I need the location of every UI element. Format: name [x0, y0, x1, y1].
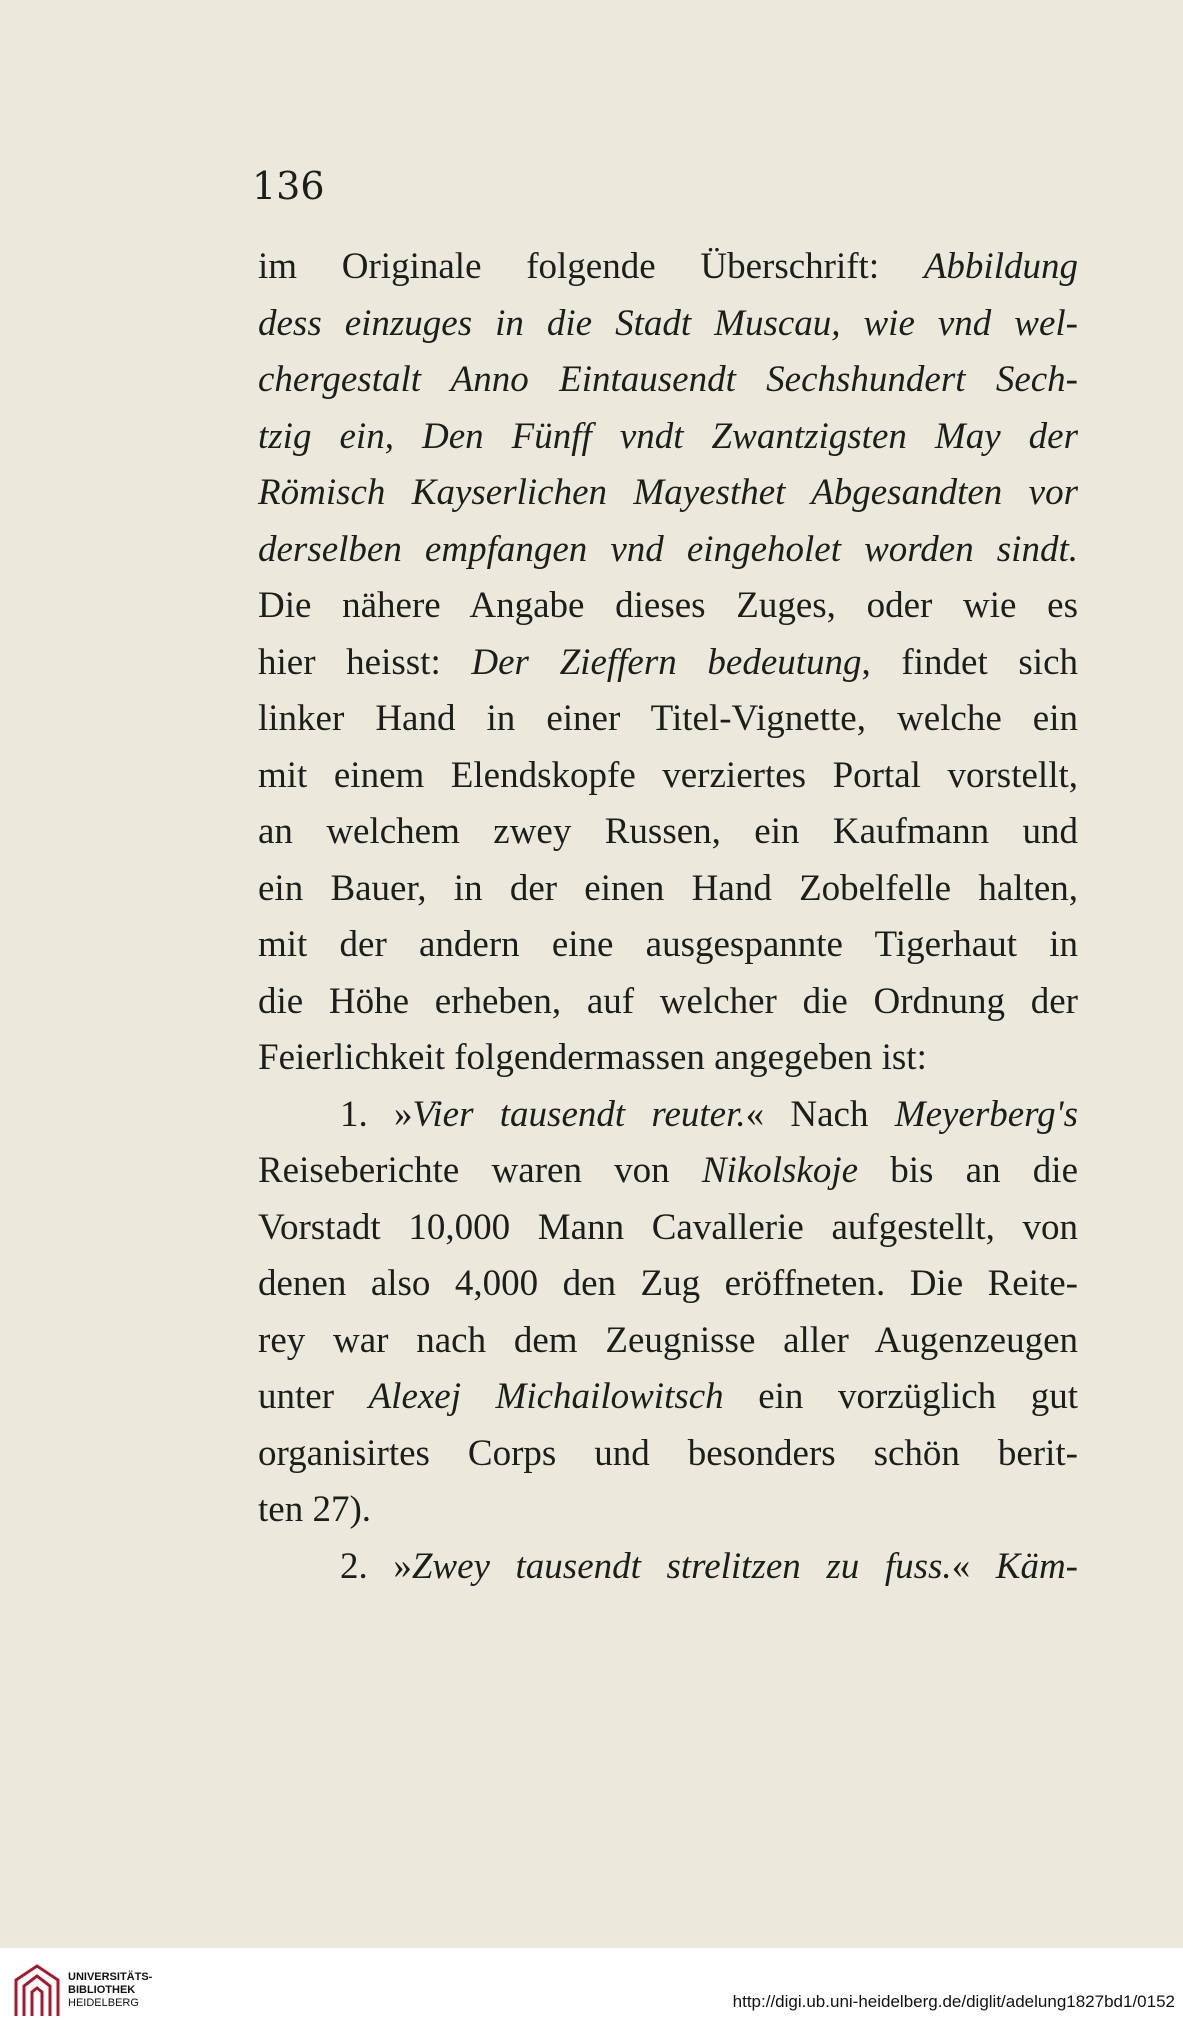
italic-text-run: dess einzuges in die Stadt Muscau, wie vnd wel- [258, 302, 1078, 344]
text-line [258, 634, 1078, 692]
text-run: Vorstadt 10,000 Mann Cavallerie aufgestellt, von [258, 1206, 1078, 1248]
text-line [258, 1425, 1078, 1483]
text-line [258, 1481, 371, 1539]
text-run: , findet sich [861, 641, 1078, 683]
text-line [258, 295, 1078, 353]
text-line [258, 1255, 1078, 1313]
text-run: mit einem Elendskopfe verziertes Portal vorstellt, [258, 754, 1078, 796]
text-run: bis an die [858, 1150, 1078, 1191]
text-run: rey war nach dem Zeugnisse aller Augenzeugen [258, 1319, 1078, 1361]
italic-text-run: tzig ein, Den Fünff vndt Zwantzigsten May der [258, 415, 1078, 457]
text-run: 1. » [340, 1093, 413, 1135]
italic-text-run: derselben empfangen vnd eingeholet worden sindt. [258, 528, 1078, 570]
source-url-link[interactable]: http://digi.ub.uni-heidelberg.de/diglit/adelung1827bd1/0152 [732, 1992, 1175, 2011]
text-run: 2. » [340, 1545, 412, 1587]
italic-text-run: Vier tausendt reuter. [412, 1093, 746, 1135]
italic-text-run: Käm- [995, 1545, 1079, 1587]
text-line [258, 464, 1078, 522]
footer-bar [0, 1948, 1183, 2033]
italic-text-run: Alexej Michailowitsch [368, 1376, 724, 1417]
heidelberg-library-logo-icon [12, 1962, 62, 2020]
italic-text-run: Zwey tausendt strelitzen zu fuss. [411, 1545, 952, 1587]
text-run: die Höhe erheben, auf welcher die Ordnung der [258, 980, 1078, 1022]
text-line [258, 747, 1078, 805]
text-run: an welchem zwey Russen, ein Kaufmann und [258, 811, 1078, 852]
italic-text-run: Nikolskoje [701, 1150, 859, 1191]
italic-text-run: chergestalt Anno Eintausendt Sechshundert Sech- [258, 359, 1078, 400]
text-run: « [951, 1545, 996, 1587]
italic-text-run: Römisch Kayserlichen Mayesthet Abgesandten vor [258, 472, 1078, 513]
text-line [258, 577, 1078, 635]
text-line [258, 408, 1078, 466]
text-line [258, 238, 1078, 296]
text-line [258, 916, 1078, 974]
text-line [258, 860, 1078, 918]
library-name-line2: BIBLIOTHEK [68, 1984, 136, 1996]
text-line [340, 1538, 1078, 1596]
text-run: linker Hand in einer Titel-Vignette, welche ein [258, 698, 1078, 739]
italic-text-run: Der Zieffern bedeutung [471, 641, 862, 683]
page-number: 136 [252, 164, 325, 208]
text-line [258, 1368, 1078, 1426]
library-name-line3: HEIDELBERG [68, 1997, 139, 2009]
text-line [258, 1142, 1078, 1200]
text-run: Die nähere Angabe dieses Zuges, oder wie es [258, 585, 1078, 626]
italic-text-run: Abbildung [923, 246, 1078, 287]
italic-text-run: Meyerberg's [894, 1093, 1078, 1135]
library-name-line1: UNIVERSITÄTS- [68, 1971, 153, 1983]
text-line [258, 1199, 1078, 1257]
text-line [258, 1029, 927, 1087]
text-line [258, 803, 1078, 861]
text-line [258, 973, 1078, 1031]
text-run: mit der andern eine ausgespannte Tigerhaut in [258, 924, 1078, 965]
text-run: Reiseberichte waren von [258, 1150, 702, 1191]
text-line [258, 690, 1078, 748]
text-run: ten 27). [258, 1489, 372, 1530]
text-run: hier heisst: [258, 641, 472, 683]
text-run: « Nach [745, 1093, 895, 1135]
text-run: ein Bauer, in der einen Hand Zobelfelle halten, [258, 867, 1078, 909]
text-line [258, 1312, 1078, 1370]
text-run: denen also 4,000 den Zug eröffneten. Die Reite- [258, 1263, 1078, 1304]
text-run: unter [258, 1376, 369, 1417]
text-run: organisirtes Corps und besonders schön berit- [258, 1432, 1078, 1474]
text-line [258, 521, 1078, 579]
text-line [258, 351, 1078, 409]
text-run: Feierlichkeit folgendermassen angegeben ist: [258, 1037, 927, 1078]
text-line [340, 1086, 1078, 1144]
text-run: im Originale folgende Überschrift: [258, 246, 924, 287]
text-run: ein vorzüglich gut [723, 1376, 1078, 1417]
